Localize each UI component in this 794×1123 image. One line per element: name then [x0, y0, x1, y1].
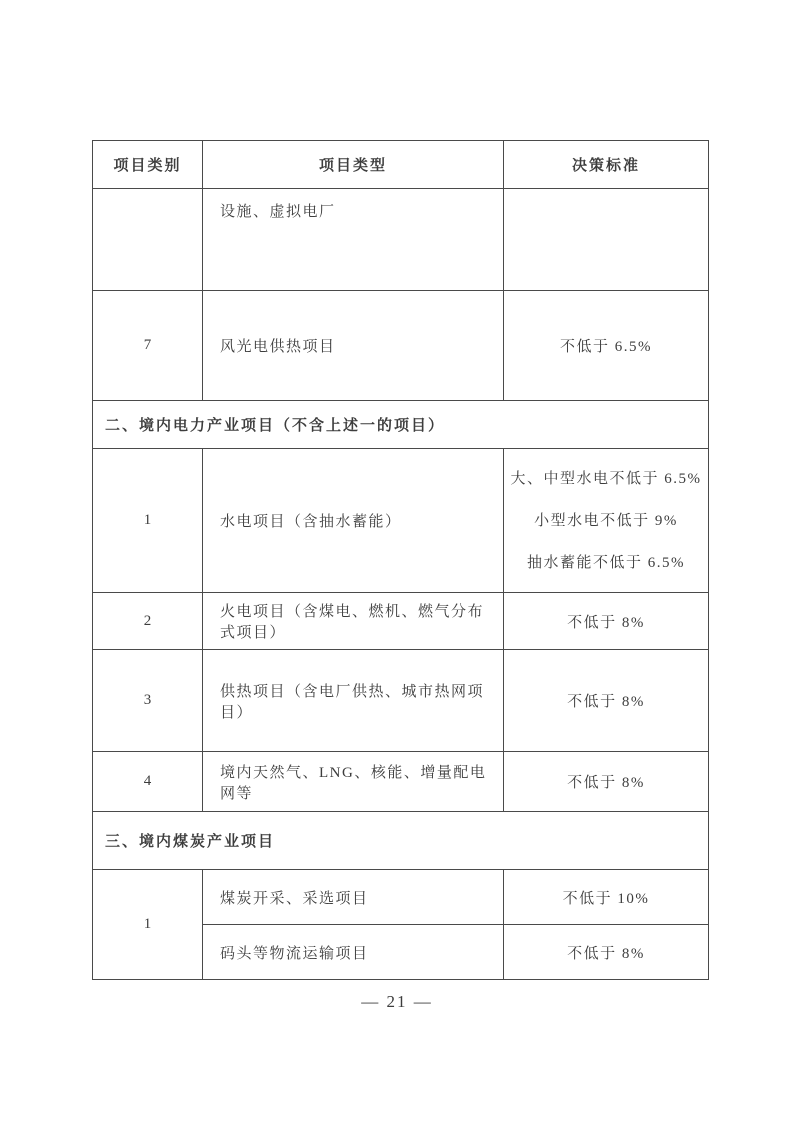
table-row-coal-mining — [93, 870, 709, 925]
cell-category: 3 — [93, 650, 203, 752]
cell-category: 2 — [93, 593, 203, 650]
section-row-3 — [93, 812, 709, 870]
header-type: 项目类型 — [203, 141, 504, 189]
cell-category: 4 — [93, 752, 203, 812]
cell-type: 设施、虚拟电厂 — [203, 189, 504, 291]
cell-category-empty — [93, 189, 203, 291]
project-standards-table — [92, 140, 709, 980]
cell-category: 1 — [93, 449, 203, 593]
header-category: 项目类别 — [93, 141, 203, 189]
page-number: — 21 — — [361, 992, 433, 1011]
cell-standard: 不低于 8% — [504, 752, 709, 812]
standard-line: 小型水电不低于 9% — [534, 512, 678, 529]
cell-type: 风光电供热项目 — [203, 291, 504, 401]
cell-standard: 不低于 8% — [504, 925, 709, 980]
table-row-continuation — [93, 189, 709, 291]
cell-standard: 不低于 6.5% — [504, 291, 709, 401]
section-title: 二、境内电力产业项目（不含上述一的项目） — [93, 401, 709, 449]
cell-type: 境内天然气、LNG、核能、增量配电网等 — [203, 752, 504, 812]
section-row-2 — [93, 401, 709, 449]
cell-standard-multi — [504, 449, 709, 593]
table-header-row — [93, 141, 709, 189]
cell-type: 水电项目（含抽水蓄能） — [203, 449, 504, 593]
cell-standard: 不低于 10% — [504, 870, 709, 925]
cell-type: 供热项目（含电厂供热、城市热网项目） — [203, 650, 504, 752]
section-title: 三、境内煤炭产业项目 — [93, 812, 709, 870]
cell-type: 煤炭开采、采选项目 — [203, 870, 504, 925]
table-row-heating — [93, 650, 709, 752]
table-row-gas-nuclear — [93, 752, 709, 812]
header-standard: 决策标准 — [504, 141, 709, 189]
table-row-hydro — [93, 449, 709, 593]
standard-line: 抽水蓄能不低于 6.5% — [527, 554, 685, 571]
cell-category: 1 — [93, 870, 203, 980]
cell-type: 火电项目（含煤电、燃机、燃气分布式项目） — [203, 593, 504, 650]
cell-standard: 不低于 8% — [504, 593, 709, 650]
table-row-thermal — [93, 593, 709, 650]
cell-standard: 不低于 8% — [504, 650, 709, 752]
cell-type: 码头等物流运输项目 — [203, 925, 504, 980]
standard-line: 大、中型水电不低于 6.5% — [510, 470, 702, 487]
cell-category: 7 — [93, 291, 203, 401]
table-row-7 — [93, 291, 709, 401]
cell-standard-empty — [504, 189, 709, 291]
